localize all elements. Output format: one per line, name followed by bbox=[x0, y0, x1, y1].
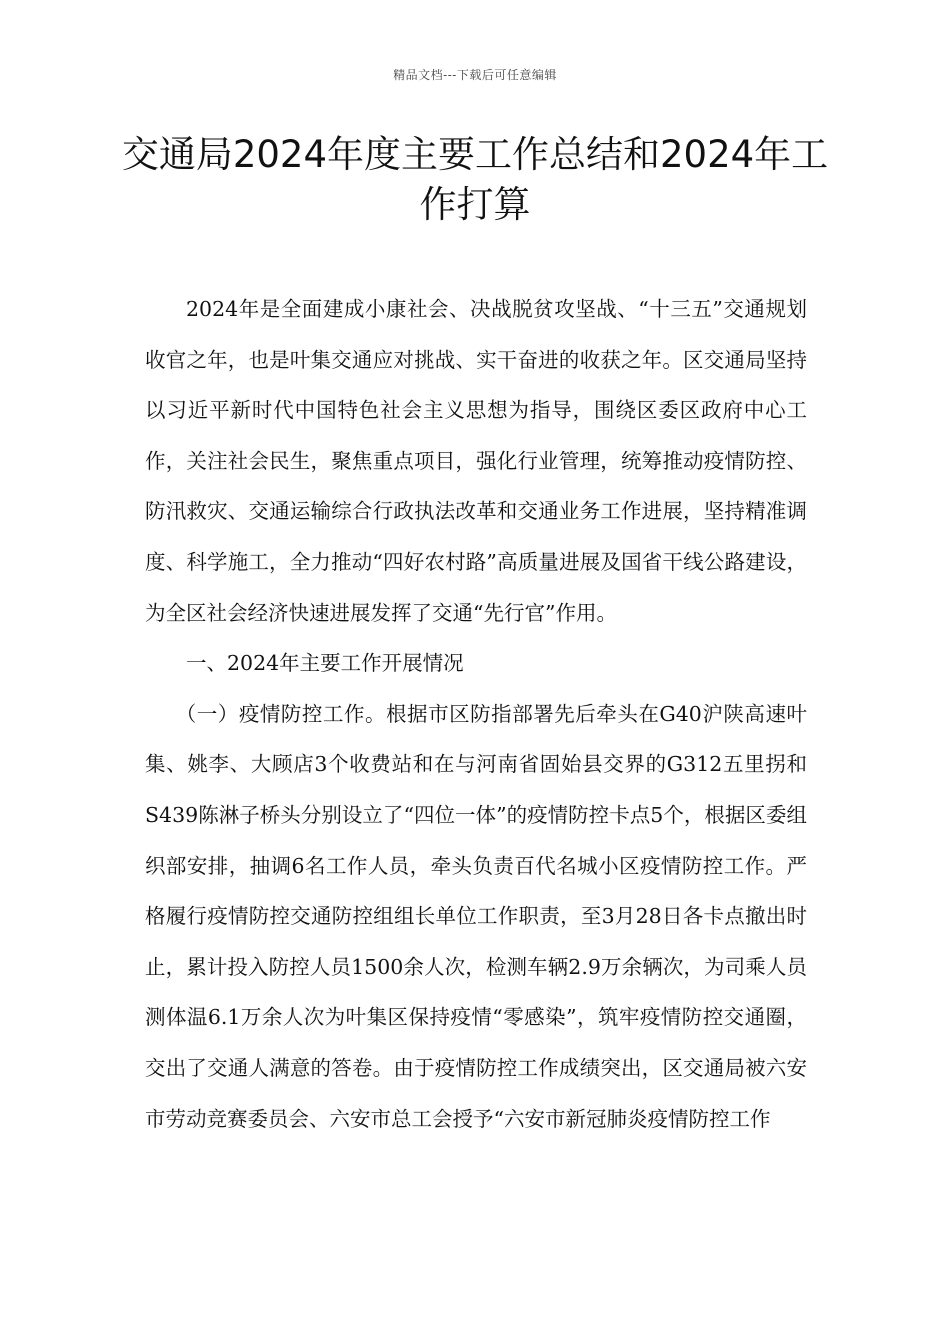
document-title: 交通局2024年度主要工作总结和2024年工作打算 bbox=[121, 133, 829, 226]
header-note: 精品文档---下载后可任意编辑 bbox=[393, 68, 557, 82]
section-heading: 一、2024年主要工作开展情况 bbox=[186, 651, 464, 676]
intro-paragraph: 2024年是全面建成小康社会、决战脱贫攻坚战、“十三五”交通规划收官之年，也是叶集交通应对挑战、实干奋进的收获之年。区交通局坚持以习近平新时代中国特色社会主义思想为指导，围绕区委区政府中心工作，关注社会民生，聚焦重点项目，强化行业管理，统筹推动疫情防控、防汛救灾、交通运输综合行政执法改革和交通业务工作进展，坚持精准调度、科学施工，全力推动“四好农村路”高质量进展及国省干线公路建设，为全区社会经济快速进展发挥了交通“先行官”作用。 bbox=[145, 297, 807, 625]
document-body bbox=[145, 284, 807, 1144]
subsection-paragraph: （一）疫情防控工作。根据市区防指部署先后牵头在G40沪陕高速叶集、姚李、大顾店3个收费站和在与河南省固始县交界的G312五里拐和S439陈淋子桥头分别设立了“四位一体”的疫情防控卡点5个，根据区委组织部安排，抽调6名工作人员，牵头负责百代名城小区疫情防控工作。严格履行疫情防控交通防控组组长单位工作职责，至3月28日各卡点撤出时止，累计投入防控人员1500余人次，检测车辆2.9万余辆次，为司乘人员测体温6.1万余人次为叶集区保持疫情“零感染”，筑牢疫情防控交通圈，交出了交通人满意的答卷。由于疫情防控工作成绩突出，区交通局被六安市劳动竞赛委员会、六安市总工会授予“六安市新冠肺炎疫情防控工作 bbox=[145, 701, 807, 1131]
